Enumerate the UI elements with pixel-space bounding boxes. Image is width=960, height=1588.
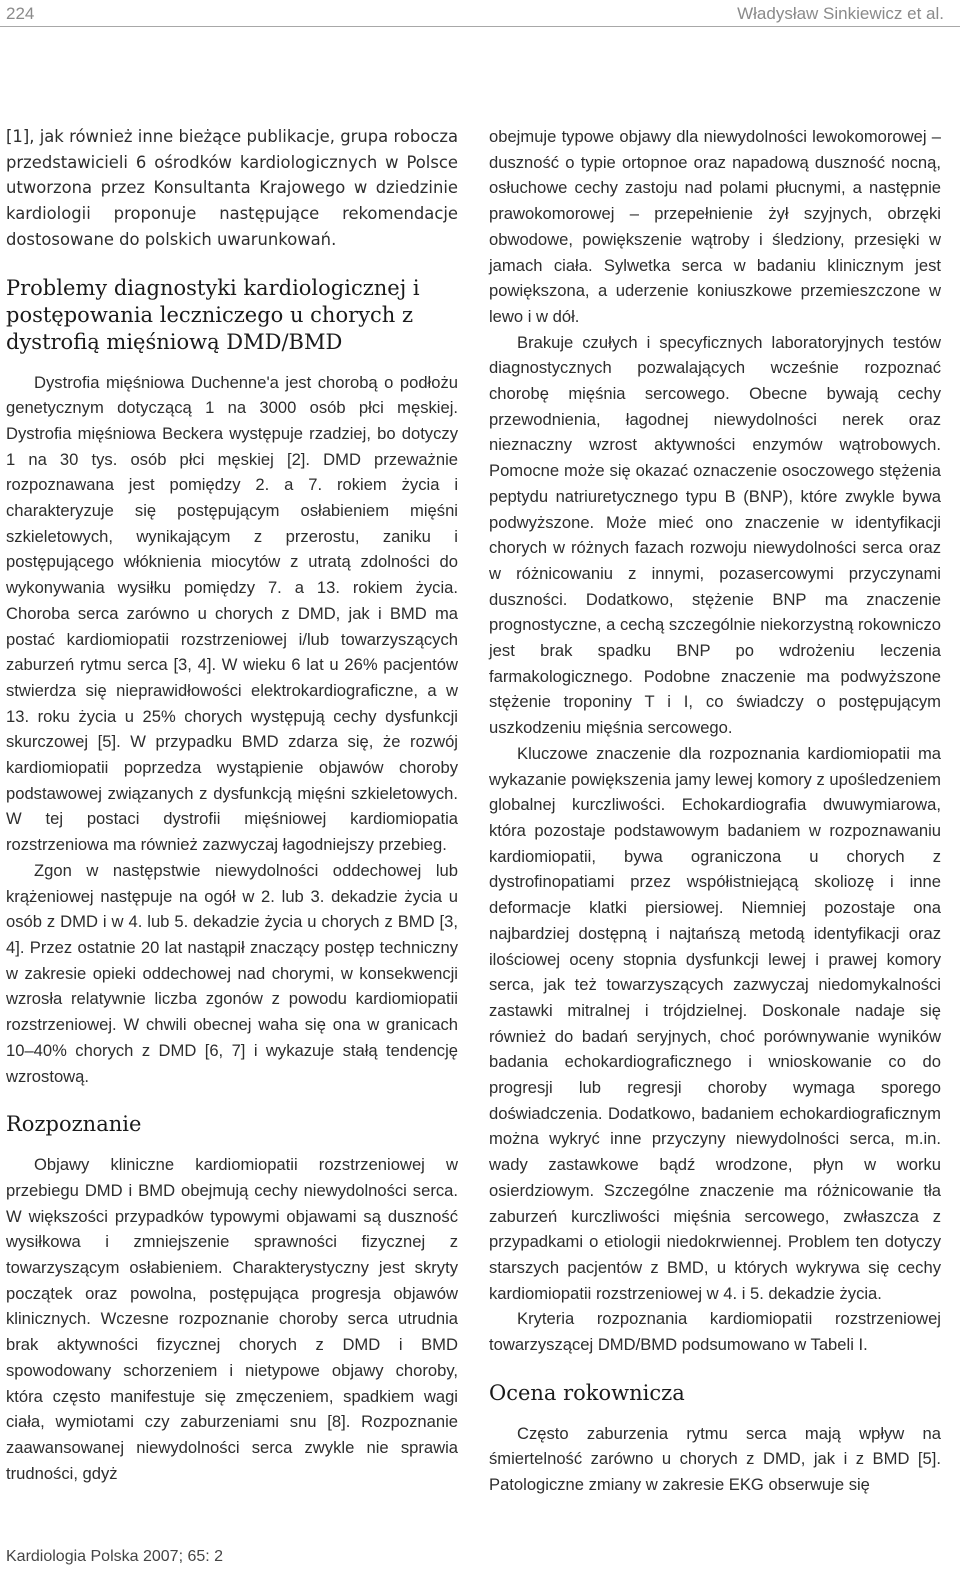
section-1-paragraph-1: Dystrofia mięśniowa Duchenne'a jest chorobą o podłożu genetycznym dotyczącą 1 na 3000 osób płci męskiej. Dystrofia mięśniowa Beckera występuje rzadziej, bo dotyczy 1 na 30 tys. osób płci męskiej [2]. DMD przeważnie rozpoznawana jest pomiędzy 2. a 7. rokiem życia i charakteryzuje się postępującym osłabieniem mięśni szkieletowych, wynikającym z przerostu, zaniku i postępującego włóknienia miocytów z utratą zdolności do wykonywania wysiłku pomiędzy 7. a 13. rokiem życia. Choroba serca zarówno u chorych z DMD, jak i BMD ma postać kardiomiopatii rozstrzeniowej i/lub towarzyszących zaburzeń rytmu serca [3, 4]. W wieku 6 lat u 26% pacjentów stwierdza się nieprawidłowości elektrokardiograficzne, a w 13. roku życia u 25% chorych występują cechy dysfunkcji skurczowej [5]. W przypadku BMD zdarza się, że rozwój kardiomiopatii poprzedza wystąpienie objawów choroby podstawowej związanych z dysfunkcją mięśni szkieletowych. W tej postaci dystrofii mięśniowej kardiomiopatia rozstrzeniowa ma również zazwyczaj łagodniejszy przebieg. (6, 372, 458, 855)
section-1-paragraph-2: Zgon w następstwie niewydolności oddechowej lub krążeniowej następuje na ogół w 2. lub 3. dekadzie życia u osób z DMD i w 4. lub 5. dekadzie życia u chorych z BMD [3, 4]. Przez ostatnie 20 lat nastąpił znaczący postęp techniczny w zakresie opieki oddechowej nad chorymi, w konsekwencji wzrosła relatywnie liczba zgonów z powodu kardiomiopatii rozstrzeniowej. W chwili obecnej waha się ona w granicach 10–40% chorych z DMD [6, 7] i wykazuje stałą tendencję wzrostową. (6, 860, 458, 1086)
right-paragraph-5: Często zaburzenia rytmu serca mają wpływ na śmiertelność zarówno u chorych z DMD, jak i z BMD [5]. Patologiczne zmiany w zakresie EKG obserwuje się (489, 1423, 941, 1495)
section-2-paragraph-1: Objawy kliniczne kardiomiopatii rozstrzeniowej w przebiegu DMD i BMD obejmują cechy niewydolności serca. W większości przypadków typowymi objawami są duszność wysiłkowa i zmniejszenie sprawności fizycznej z towarzyszącym osłabieniem. Charakterystyczny jest skryty początek oraz powolna, postępująca progresja objawów klinicznych. Wczesne rozpoznanie choroby serca utrudnia brak aktywności fizycznej chorych z DMD i BMD spowodowany schorzeniem i nietypowe objawy choroby, która często manifestuje się zmęczeniem, spadkiem wagi ciała, wymiotami czy zaburzeniami snu [8]. Rozpoznanie zaawansowanej niewydolności serca zwykle nie sprawia trudności, gdyż (6, 1155, 458, 1483)
section-heading-prognosis: Ocena rokownicza (489, 1380, 685, 1405)
page-header (0, 0, 960, 30)
right-column (489, 124, 941, 1498)
running-head: Władysław Sinkiewicz et al. (737, 4, 944, 23)
right-paragraph-4: Kryteria rozpoznania kardiomiopatii rozstrzeniowej towarzyszącej DMD/BMD podsumowano w Tabeli I. (489, 1309, 941, 1355)
section-heading-problems: Problemy diagnostyki kardiologicznej i postępowania leczniczego u chorych z dystrofią mięśniową DMD/BMD (6, 275, 420, 354)
intro-paragraph: [1], jak również inne bieżące publikacje, grupa robocza przedstawicieli 6 ośrodków kardiologicznych w Polsce utworzona przez Konsultanta Krajowego w dziedzinie kardiologii proponuje następujące rekomendacje dostosowane do polskich uwarunkowań. (6, 127, 458, 249)
page-footer: Kardiologia Polska 2007; 65: 2 (6, 1548, 224, 1565)
header-rule (0, 26, 960, 27)
left-column (6, 124, 458, 1486)
right-paragraph-3: Kluczowe znaczenie dla rozpoznania kardiomiopatii ma wykazanie powiększenia jamy lewej komory z upośledzeniem globalnej kurczliwości. Echokardiografia dwuwymiarowa, która pozostaje podstawowym badaniem w rozpoznawaniu kardiomiopatii, bywa ograniczona u chorych z dystrofinopatiami przez współistniejącą skoliozę i inne deformacje klatki piersiowej. Niemniej pozostaje ona najbardziej dostępną i najtańszą metodą identyfikacji oraz ilościowej oceny stopnia dysfunkcji lewej i prawej komory serca, jak też towarzyszących zazwyczaj niedomykalności zastawki mitralnej i trójdzielnej. Doskonale nadaje się również do badań seryjnych, choć porównywanie wyników badania echokardiograficznego i wnioskowanie co do progresji lub regresji choroby wymaga sporego doświadczenia. Dodatkowo, badaniem echokardiograficznym można wykryć inne przyczyny niewydolności serca, m.in. wady zastawkowe bądź wrodzone, płyn w worku osierdziowym. Szczególne znaczenie ma różnicowanie tła zaburzeń kurczliwości mięśnia sercowego, zwłaszcza z przypadkami o etiologii niedokrwiennej. Problem ten dotyczy starszych pacjentów z BMD, u których wykrywa się cechy kardiomiopatii rozstrzeniowej w 4. i 5. dekadzie życia. (489, 743, 941, 1303)
right-paragraph-1: obejmuje typowe objawy dla niewydolności lewokomorowej – duszność o typie ortopnoe oraz napadową duszność nocną, osłuchowe cechy zastoju nad polami płucnymi, a następnie prawokomorowej – przepełnienie żył szyjnych, obrzęki obwodowe, powiększenie wątroby i śledziony, przesięki w jamach ciała. Sylwetka serca w badaniu klinicznym jest powiększona, a uderzenie koniuszkowe przemieszczone w lewo i w dół. (489, 127, 941, 326)
right-paragraph-2: Brakuje czułych i specyficznych laboratoryjnych testów diagnostycznych pozwalających wcześnie rozpoznać chorobę mięśnia sercowego. Obecne bywają cechy przewodnienia, łagodnej niewydolności nerek oraz nieznaczny wzrost aktywności enzymów wątrobowych. Pomocne może się okazać oznaczenie osoczowego stężenia peptydu natriuretycznego typu B (BNP), które zwykle bywa podwyższone. Może mieć ono znaczenie w identyfikacji chorych w różnych fazach rozwoju niewydolności serca oraz w różnicowaniu z innymi, pozasercowymi przyczynami duszności. Dodatkowo, stężenie BNP ma znaczenie prognostyczne, a cechą szczególnie niekorzystną rokowniczo jest brak spadku BNP po wdrożeniu leczenia farmakologicznego. Podobne znaczenie ma podwyższone stężenie troponiny T i I, co świadczy o postępującym uszkodzeniu mięśnia sercowego. (489, 332, 941, 738)
section-heading-diagnosis: Rozpoznanie (6, 1112, 142, 1137)
page-number: 224 (6, 4, 35, 23)
